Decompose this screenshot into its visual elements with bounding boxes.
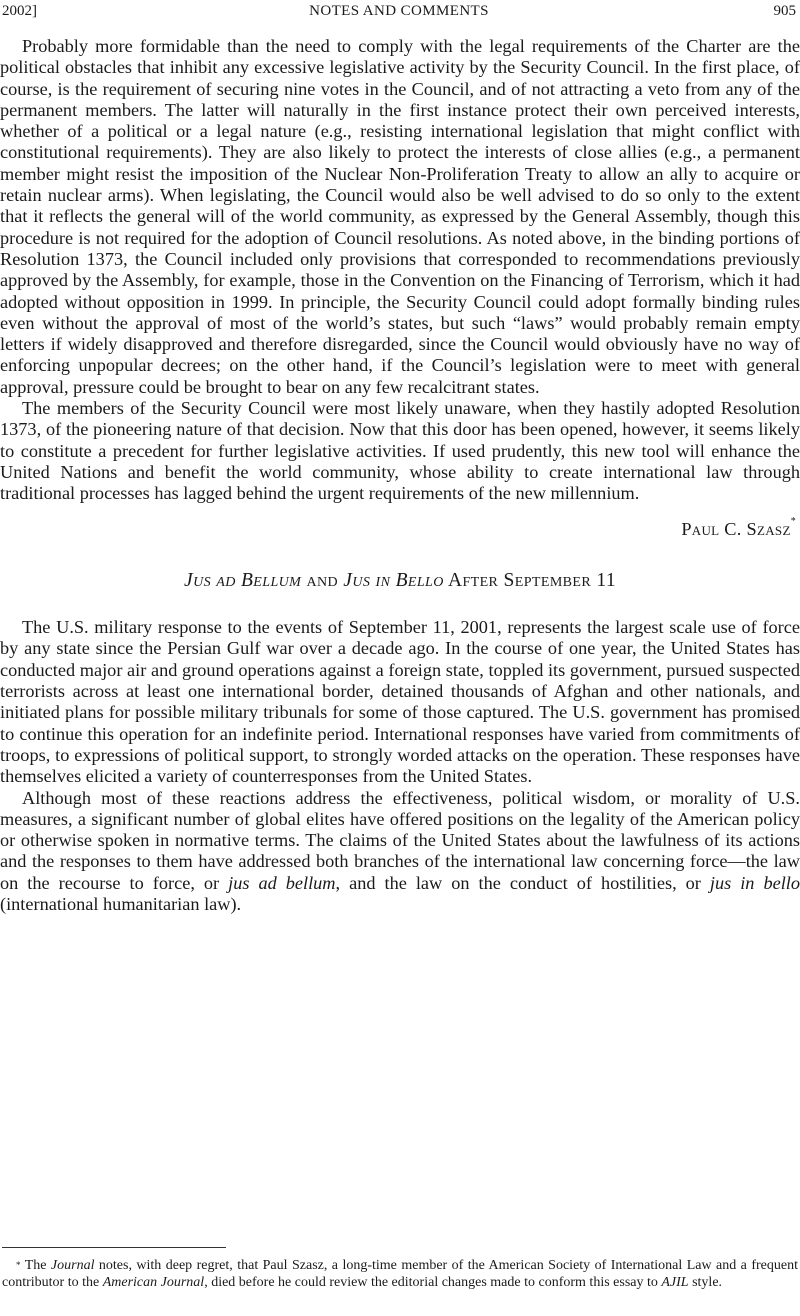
footnote-journal: Journal (50, 1258, 95, 1273)
body-paragraph-1: Probably more formidable than the need to comply with the legal requirements of the Charter are the political obstacles that inhibit any excessive legislative activity by the Security Council. In the first place, of course, is the requirement of securing nine votes in the Council, and of not attracting a veto from any of the permanent members. The latter will naturally in the first instance protect their own perceived interests, whether of a political or a legal nature (e.g., resisting international legislation that might conflict with constitutional requirements). They are also likely to protect the interests of close allies (e.g., a permanent member might resist the imposition of the Nuclear Non-Proliferation Treaty to allow an ally to acquire or retain nuclear arms). When legislating, the Council would also be well advised to do so only to the extent that it reflects the general will of the world community, as expressed by the General Assembly, though this procedure is not required for the adoption of Council resolutions. As noted above, in the binding portions of Resolution 1373, the Council included only provisions that corresponded to recommendations previously approved by the Assembly, for example, those in the Convention on the Financing of Terrorism, which it had adopted without opposition in 1999. In principle, the Security Council could adopt formally binding rules even without the approval of most of the world’s states, but such “laws” would probably remain empty letters if widely disapproved and therefore disregarded, since the Council would obviously have no way of enforcing unpopular decrees; on the other hand, if the Council’s legislation were to meet with general approval, pressure could be brought to bear on any few recalcitrant states. (0, 36, 800, 397)
section-paragraph-2-text-b: , and the law on the conduct of hostilities, or (335, 872, 710, 893)
footnote-rule (2, 1247, 226, 1248)
title-part-jus-ad-bellum: Jus ad Bellum (184, 569, 302, 591)
footnote-text-b: notes, with deep regret, that Paul Szasz, a long-time member of the American Society of International Law and a frequent contributor to the (2, 1258, 798, 1290)
footnote-symbol: * (16, 1260, 21, 1270)
title-part-jus-in-bello: Jus in Bello (343, 569, 444, 591)
header-page-number: 905 (773, 3, 796, 19)
section-paragraph-1: The U.S. military response to the events of September 11, 2001, represents the largest scale use of force by any state since the Persian Gulf war over a decade ago. In the course of one year, the United States has conducted major air and ground operations against a foreign state, toppled its government, pursued suspected terrorists across at least one international border, detained thousands of Afghan and other nationals, and initiated plans for possible military tribunals for some of those captured. The U.S. government has promised to continue this operation for an indefinite period. International responses have varied from commitments of troops, to expressions of political support, to strongly worded attacks on the operation. These responses have themselves elicited a variety of counterresponses from the United States. (0, 617, 800, 787)
section-paragraph-2-text-c: (international humanitarian law). (0, 893, 242, 914)
running-header (2, 0, 796, 22)
footnote-ajil: AJIL (661, 1275, 689, 1290)
section-paragraph-2 (0, 788, 800, 916)
term-jus-ad-bellum: jus ad bellum (228, 872, 336, 893)
footnote-american-journal: American Journal (102, 1275, 205, 1290)
footnote-text-a: The (20, 1258, 51, 1273)
header-year: 2002] (2, 3, 37, 19)
title-part-after: After September 11 (443, 569, 616, 591)
section-paragraph-2-text-a: Although most of these reactions address the effectiveness, political wisdom, or morality of U.S. measures, a significant number of global elites have offered positions on the legality of the American policy or otherwise spoken in normative terms. The claims of the United States about the lawfulness of its actions and the responses to them have addressed both branches of the international law concerning force—the law on the recourse to force, or (0, 787, 800, 893)
author-signature (0, 515, 796, 540)
body-paragraph-2: The members of the Security Council were most likely unaware, when they hastily adopted Resolution 1373, of the pioneering nature of that decision. Now that this door has been opened, however, it seems likely to constitute a precedent for further legislative activities. If used prudently, this new tool will enhance the United Nations and benefit the world community, whose ability to create international law through traditional processes has lagged behind the urgent requirements of the new millennium. (0, 398, 800, 504)
article-body (0, 36, 800, 915)
header-running-title: NOTES AND COMMENTS (309, 3, 489, 19)
footnote-marker: * (790, 515, 796, 527)
section-title (0, 570, 800, 591)
footnote (2, 1257, 798, 1291)
term-jus-in-bello: jus in bello (709, 872, 800, 893)
author-name: Paul C. Szasz (681, 518, 791, 539)
footnote-text-d: style. (688, 1275, 723, 1290)
title-part-and: and (301, 569, 344, 591)
footnote-text-c: , died before he could review the editorial changes made to conform this essay to (204, 1275, 662, 1290)
